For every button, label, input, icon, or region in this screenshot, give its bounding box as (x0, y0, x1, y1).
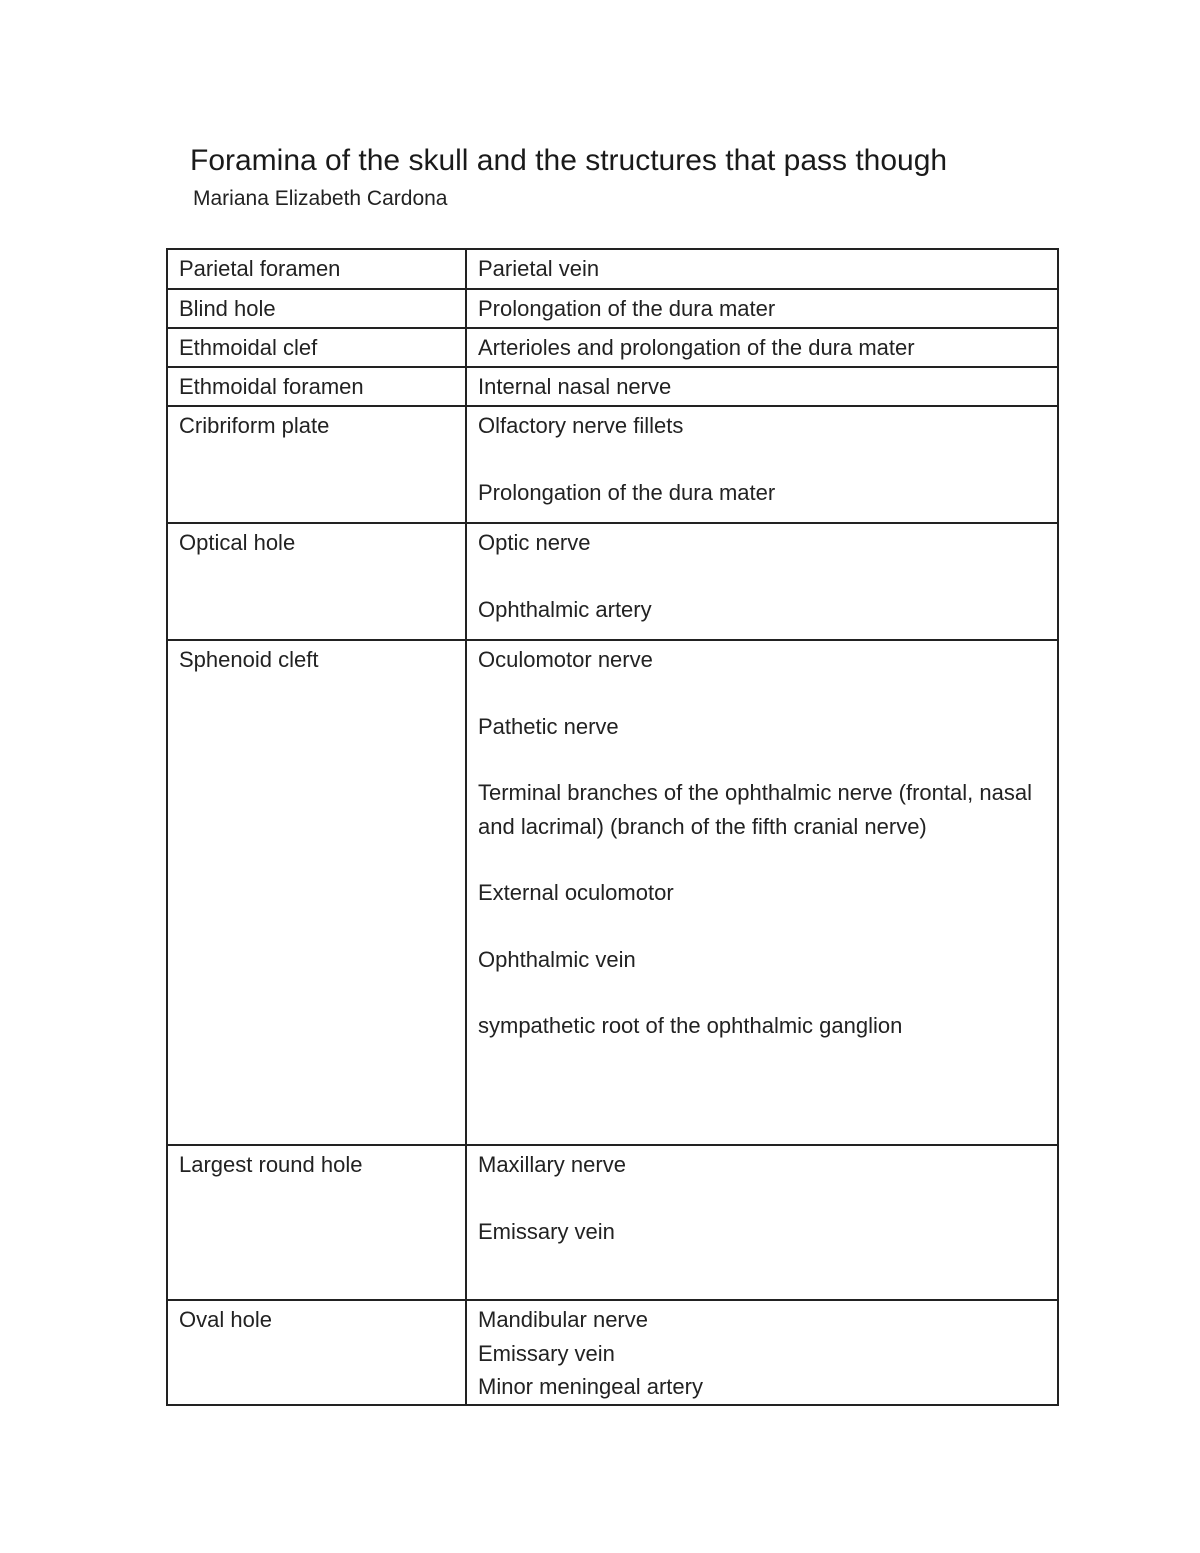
structure-item: External oculomotor (478, 880, 674, 905)
foramen-cell (167, 640, 466, 1145)
structure-item: Arterioles and prolongation of the dura mater (478, 335, 915, 360)
structure-item: Mandibular nerve (478, 1307, 648, 1332)
foramen-name: Oval hole (179, 1307, 272, 1332)
structure-item: Prolongation of the dura mater (478, 296, 776, 321)
foramen-cell (167, 1145, 466, 1300)
foramen-cell (167, 406, 466, 523)
structure-item: Emissary vein (478, 1218, 615, 1244)
foramen-cell (167, 249, 466, 289)
structure-item: Optic nerve (478, 530, 591, 555)
structure-item: Ophthalmic vein (478, 946, 636, 972)
structure-item: Parietal vein (478, 256, 600, 281)
foramen-name: Sphenoid cleft (179, 647, 319, 672)
structure-item: Terminal branches of the ophthalmic nerve (frontal, nasal and lacrimal) (branch of the fifth cranial nerve) (478, 780, 1032, 839)
structures-cell (466, 289, 1058, 328)
foramen-cell (167, 1300, 466, 1405)
structure-item: Prolongation of the dura mater (478, 479, 776, 505)
table-row (167, 289, 1058, 328)
structure-item: Emissary vein (478, 1340, 615, 1366)
foramen-cell (167, 289, 466, 328)
table-row (167, 523, 1058, 640)
foramen-cell (167, 523, 466, 640)
table-row (167, 328, 1058, 367)
structure-item: Pathetic nerve (478, 713, 619, 739)
table-row (167, 640, 1058, 1145)
structure-item: Maxillary nerve (478, 1152, 626, 1177)
structure-item: Minor meningeal artery (478, 1374, 703, 1399)
foramen-name: Ethmoidal foramen (179, 374, 364, 399)
structures-cell (466, 1300, 1058, 1405)
structures-cell (466, 1145, 1058, 1300)
structure-item: Olfactory nerve fillets (478, 413, 684, 438)
foramen-cell (167, 328, 466, 367)
structures-cell (466, 367, 1058, 406)
structures-cell (466, 328, 1058, 367)
structures-cell (466, 523, 1058, 640)
foramen-name: Ethmoidal clef (179, 335, 318, 360)
document-title: Foramina of the skull and the structures that pass though (190, 144, 948, 177)
structure-item: Internal nasal nerve (478, 374, 672, 399)
table-row (167, 1300, 1058, 1405)
table-row (167, 1145, 1058, 1300)
foramen-name: Largest round hole (179, 1152, 363, 1177)
foramen-name: Optical hole (179, 530, 296, 555)
table-row (167, 249, 1058, 289)
table-row (167, 406, 1058, 523)
structures-cell (466, 640, 1058, 1145)
foramen-name: Parietal foramen (179, 256, 341, 281)
foramen-name: Cribriform plate (179, 413, 330, 438)
document-author: Mariana Elizabeth Cardona (193, 187, 448, 210)
structure-item: sympathetic root of the ophthalmic ganglion (478, 1013, 903, 1038)
foramen-cell (167, 367, 466, 406)
foramina-table (166, 248, 1059, 1406)
structures-cell (466, 249, 1058, 289)
structure-item: Ophthalmic artery (478, 596, 652, 622)
structure-item: Oculomotor nerve (478, 647, 653, 672)
table-row (167, 367, 1058, 406)
foramen-name: Blind hole (179, 296, 276, 321)
structures-cell (466, 406, 1058, 523)
